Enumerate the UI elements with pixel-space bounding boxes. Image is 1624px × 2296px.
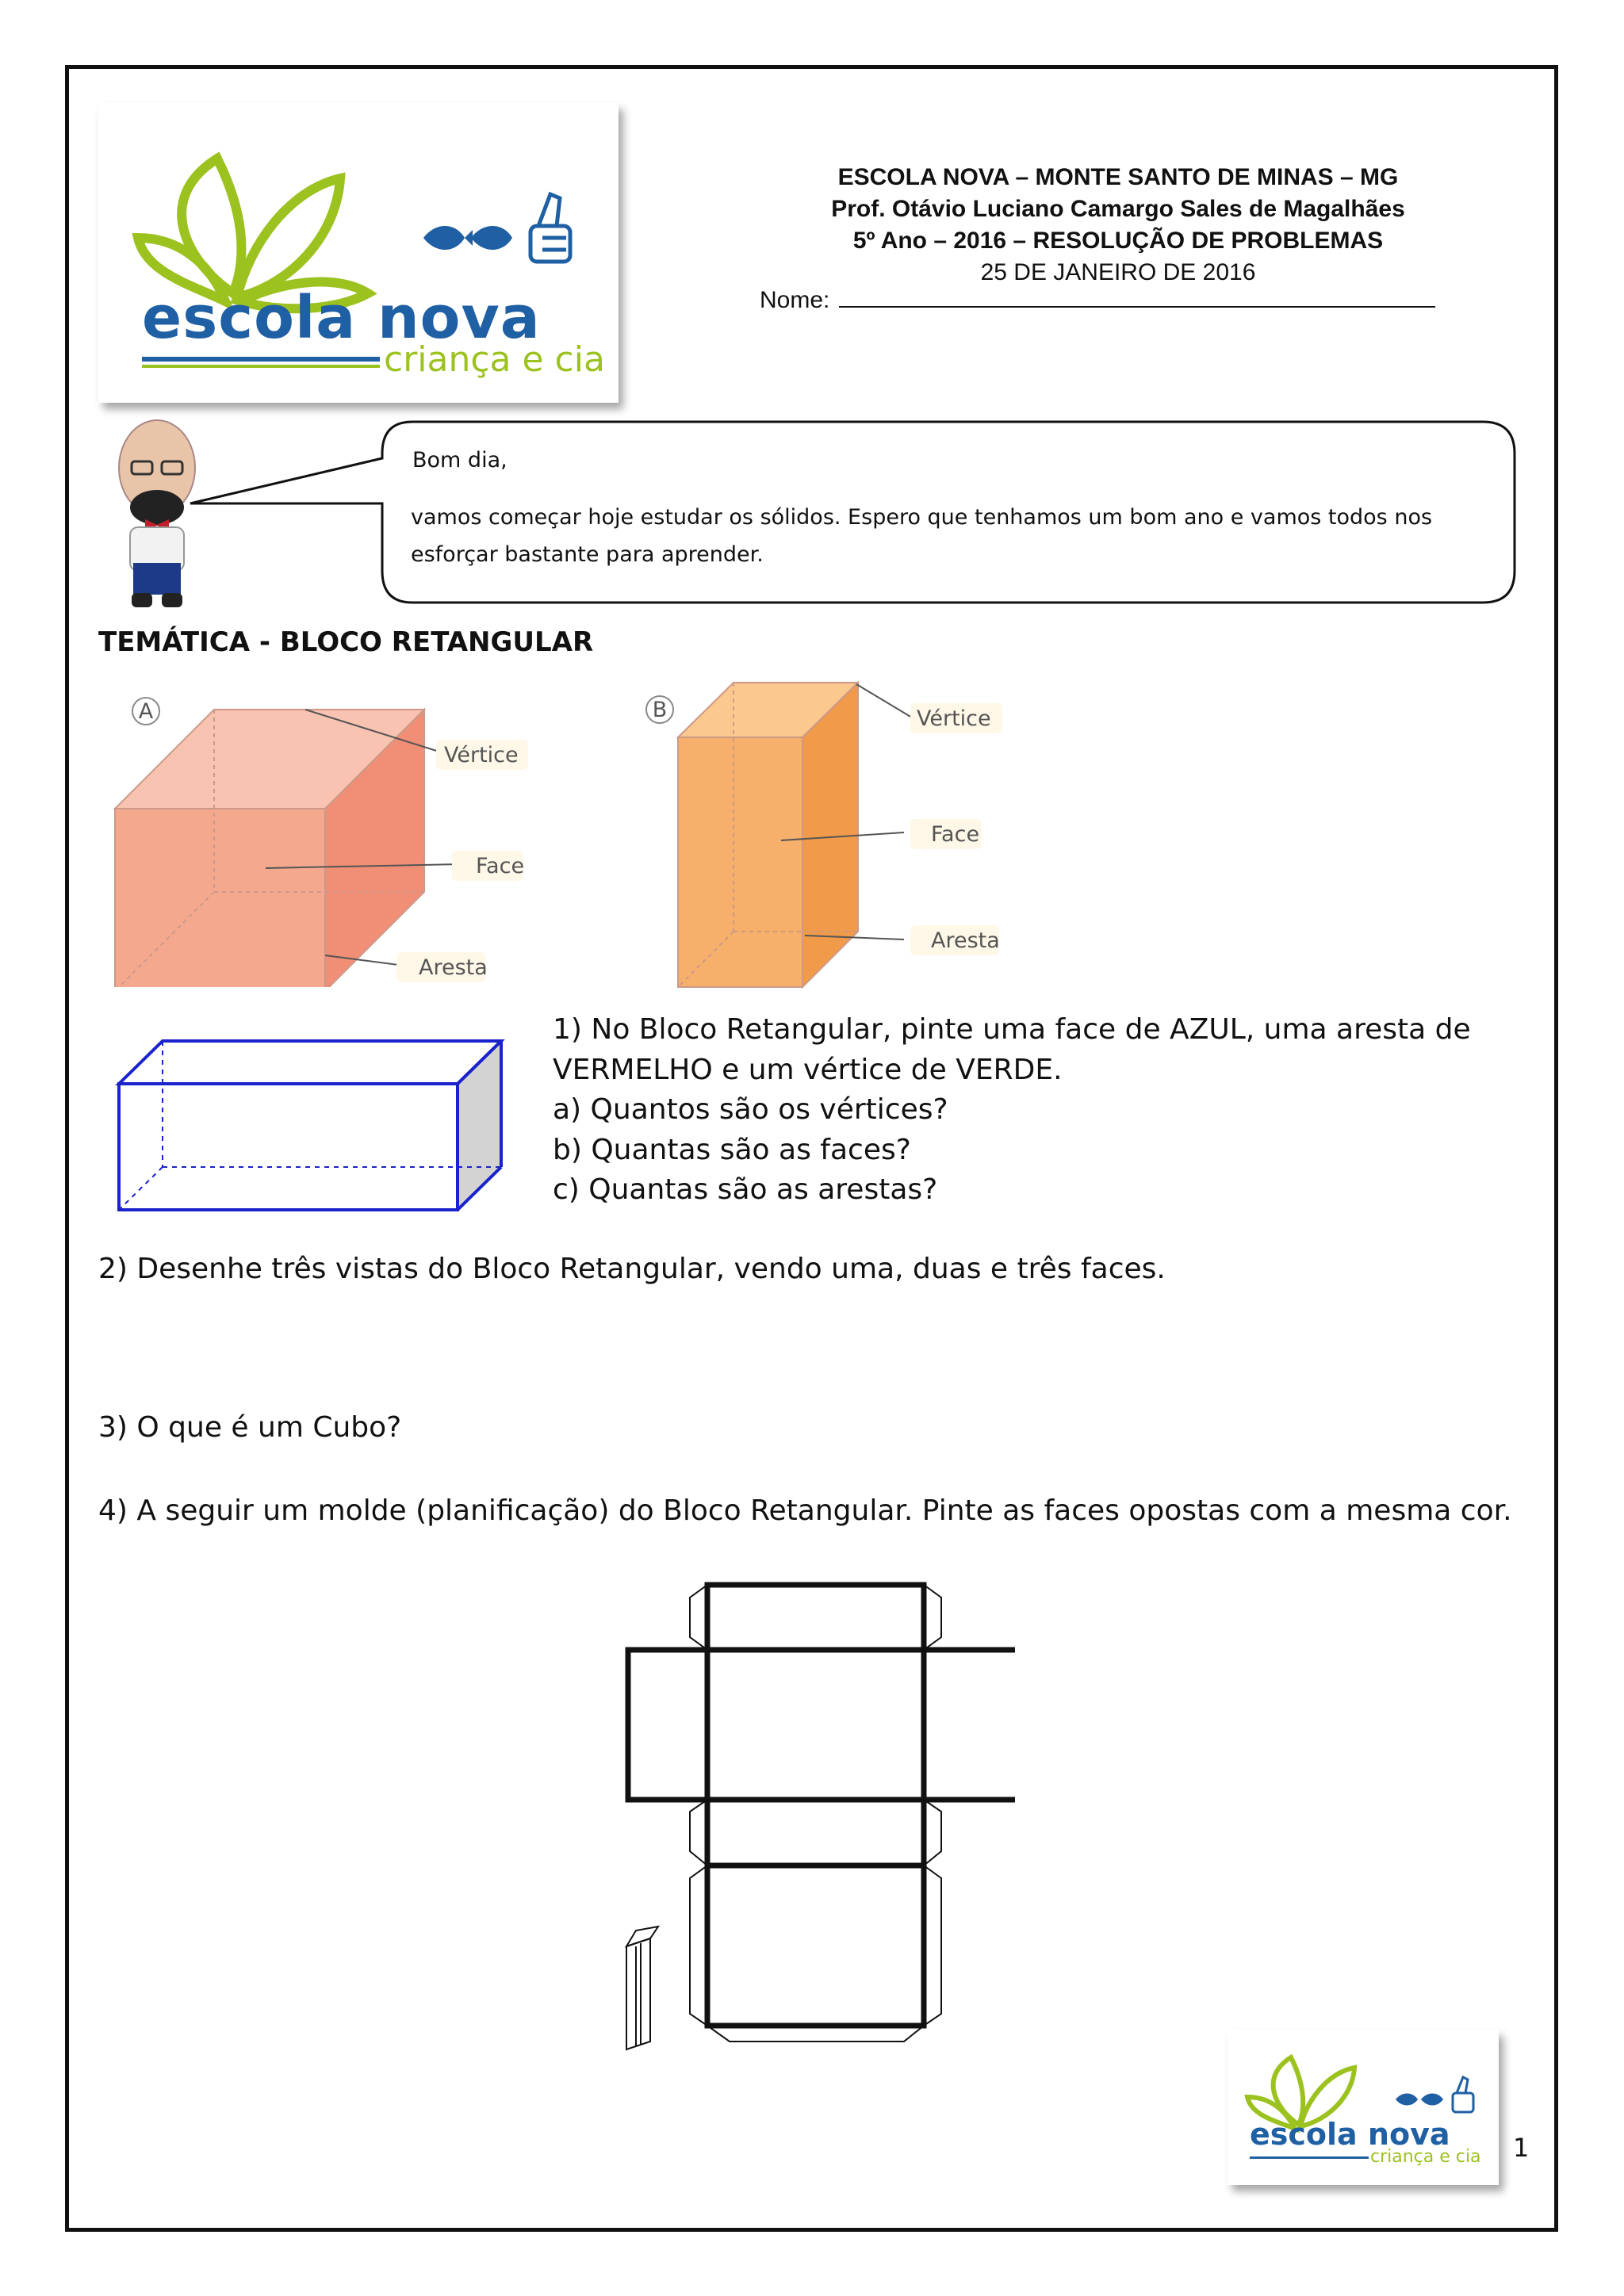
question-3: 3) O que é um Cubo? (98, 1411, 402, 1444)
figure-a-label: A (138, 699, 154, 724)
question-4: 4) A seguir um molde (planificação) do Bloco Retangular. Pinte as faces opostas com a mesma cor. (98, 1494, 1512, 1527)
bubble-line1: vamos começar hoje estudar os sólidos. Espero que tenhamos um bom ano e vamos todos nos (411, 505, 1433, 530)
school-header (682, 162, 1554, 289)
label-face-b: Face (931, 822, 980, 847)
logo-divider-small (1250, 2156, 1369, 2159)
logo-tagline: criança e cia (384, 339, 605, 380)
label-vertice-a: Vértice (444, 743, 519, 767)
question-1b: b) Quantas são as faces? (553, 1134, 911, 1166)
logo-divider-green (142, 365, 380, 368)
label-vertice-b: Vértice (917, 706, 991, 731)
bubble-line2: esforçar bastante para aprender. (411, 542, 764, 567)
figure-b-block (634, 678, 1031, 995)
figure-b-label: B (652, 698, 668, 722)
header-date: 25 DE JANEIRO DE 2016 (980, 259, 1256, 285)
question-1-line1: 1) No Bloco Retangular, pinte uma face de AZUL, uma aresta de (553, 1013, 1471, 1046)
cuboid-exercise[interactable] (115, 1035, 511, 1217)
logo-wordmark-small: escola nova (1250, 2117, 1450, 2152)
page-number: 1 (1513, 2133, 1530, 2163)
logo-wordmark: escola nova (142, 284, 541, 352)
figure-a-block (103, 686, 595, 987)
label-aresta-a: Aresta (419, 955, 488, 980)
header-course: 5º Ano – 2016 – RESOLUÇÃO DE PROBLEMAS (852, 228, 1384, 254)
header-teacher: Prof. Otávio Luciano Camargo Sales de Magalhães (831, 196, 1405, 222)
logo-tagline-small: criança e cia (1370, 2147, 1481, 2167)
cuboid-net[interactable] (603, 1574, 1015, 2081)
fish-icon (423, 226, 512, 250)
name-label: Nome: (760, 287, 830, 313)
label-face-a: Face (476, 854, 525, 878)
question-2: 2) Desenhe três vistas do Bloco Retangular, vendo uma, duas e três faces. (98, 1253, 1166, 1285)
school-logo (98, 103, 619, 403)
name-blank-line[interactable] (839, 287, 1435, 308)
fish-icon-small (1396, 2094, 1443, 2106)
thumbs-up-icon (530, 194, 570, 262)
section-title: TEMÁTICA - BLOCO RETANGULAR (98, 626, 594, 658)
question-1c: c) Quantas são as arestas? (553, 1173, 938, 1206)
name-field[interactable] (760, 287, 1435, 314)
question-1a: a) Quantos são os vértices? (553, 1093, 948, 1126)
school-logo-small (1228, 2030, 1499, 2185)
thumbs-up-icon-small (1453, 2077, 1473, 2112)
bubble-greeting: Bom dia, (412, 448, 508, 473)
header-school: ESCOLA NOVA – MONTE SANTO DE MINAS – MG (837, 164, 1399, 190)
logo-divider (142, 357, 380, 362)
pencil-icon (626, 1927, 658, 2049)
question-1-line2: VERMELHO e um vértice de VERDE. (553, 1054, 1063, 1086)
label-aresta-b: Aresta (931, 928, 1000, 953)
